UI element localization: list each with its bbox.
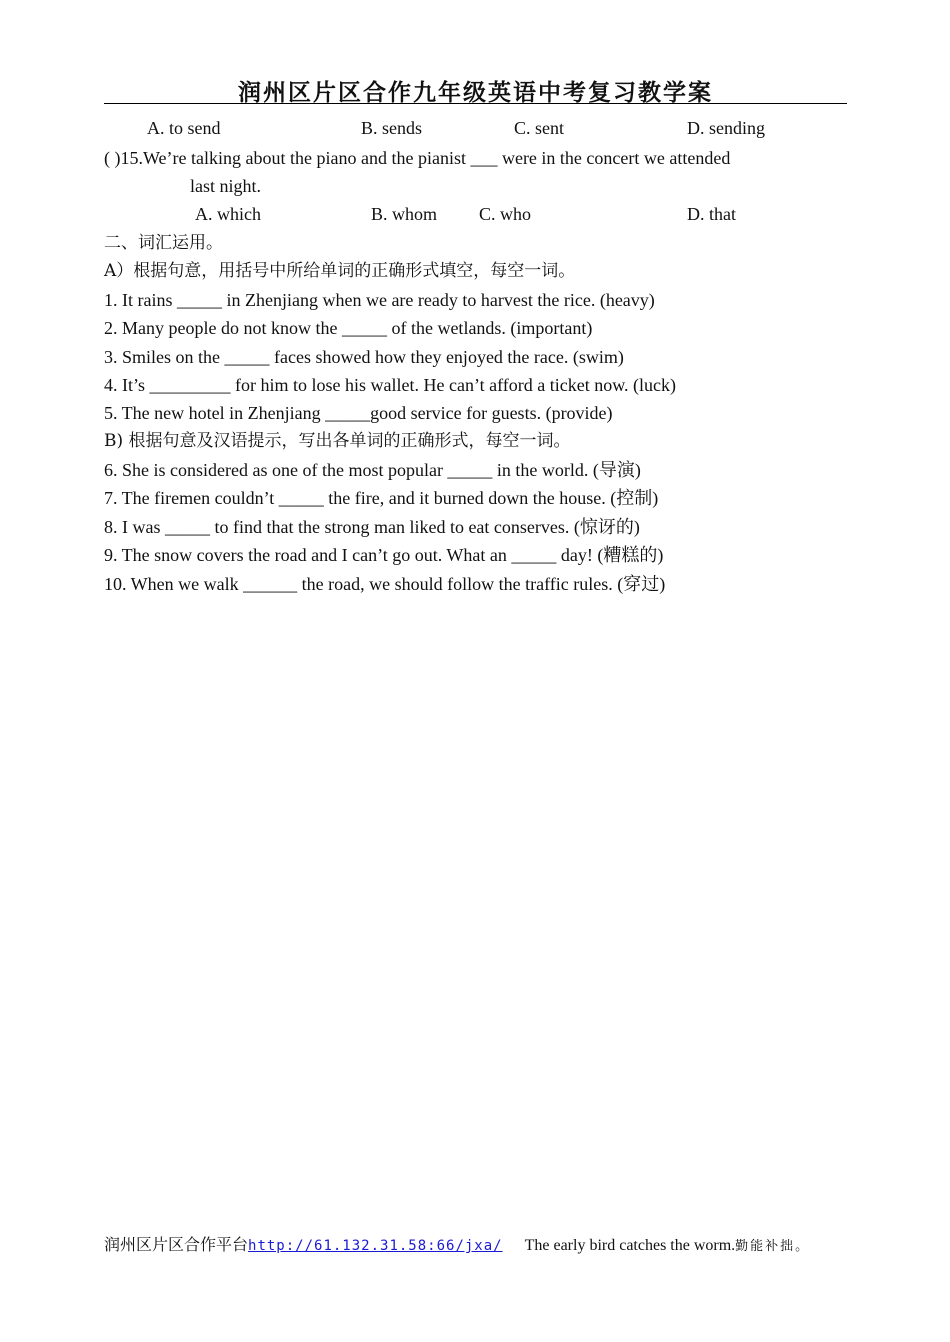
exercise-item-9: 9. The snow covers the road and I can’t go out. What an _____ day! (糟糕的) [104,545,664,565]
q15-option-b: B. whom [371,204,438,224]
q15-option-d: D. that [687,204,736,224]
part-a-instructions: A）根据句意，用括号中所给单词的正确形式填空，每空一词。 [104,261,576,281]
q15-option-c: C. who [479,204,532,224]
q15-text-line1: 15.We’re talking about the piano and the pianist ___ were in the concert we attended [120,148,731,168]
exercise-item-8: 8. I was _____ to find that the strong man liked to eat conserves. (惊讶的) [104,517,640,537]
exercise-item-3: 3. Smiles on the _____ faces showed how they enjoyed the race. (swim) [104,347,624,367]
answer-paren: ( ) [104,148,121,168]
exercise-item-2: 2. Many people do not know the _____ of the wetlands. (important) [104,318,593,338]
q14-option-a: A. to send [147,118,221,138]
q15-text-line2: last night. [190,176,261,196]
section-title: 二、词汇运用。 [104,233,223,253]
q14-option-d: D. sending [687,118,765,138]
footer-platform-label: 润州区片区合作平台 [104,1235,249,1254]
q14-option-b: B. sends [361,118,423,138]
exercise-item-10: 10. When we walk ______ the road, we should follow the traffic rules. (穿过) [104,574,666,594]
q15-question [104,147,730,169]
exercise-item-4: 4. It’s _________ for him to lose his wallet. He can’t afford a ticket now. (luck) [104,375,677,395]
q14-option-c: C. sent [514,118,565,138]
page-title: 润州区片区合作九年级英语中考复习教学案 [238,79,713,106]
page-footer [104,1232,810,1255]
q15-option-a: A. which [195,204,261,224]
footer-proverb-en: The early bird catches the worm. [524,1237,736,1254]
footer-link[interactable]: http://61.132.31.58:66/jxa/ [248,1238,503,1254]
exercise-item-7: 7. The firemen couldn’t _____ the fire, and it burned down the house. (控制) [104,488,659,508]
exercise-item-6: 6. She is considered as one of the most popular _____ in the world. (导演) [104,460,641,480]
part-b-instructions: B) 根据句意及汉语提示，写出各单词的正确形式，每空一词。 [104,431,571,451]
footer-proverb-cn: 勤能补拙。 [735,1239,811,1254]
exercise-item-5: 5. The new hotel in Zhenjiang _____good service for guests. (provide) [104,403,613,423]
exercise-item-1: 1. It rains _____ in Zhenjiang when we are ready to harvest the rice. (heavy) [104,290,655,310]
header-divider [104,103,847,104]
